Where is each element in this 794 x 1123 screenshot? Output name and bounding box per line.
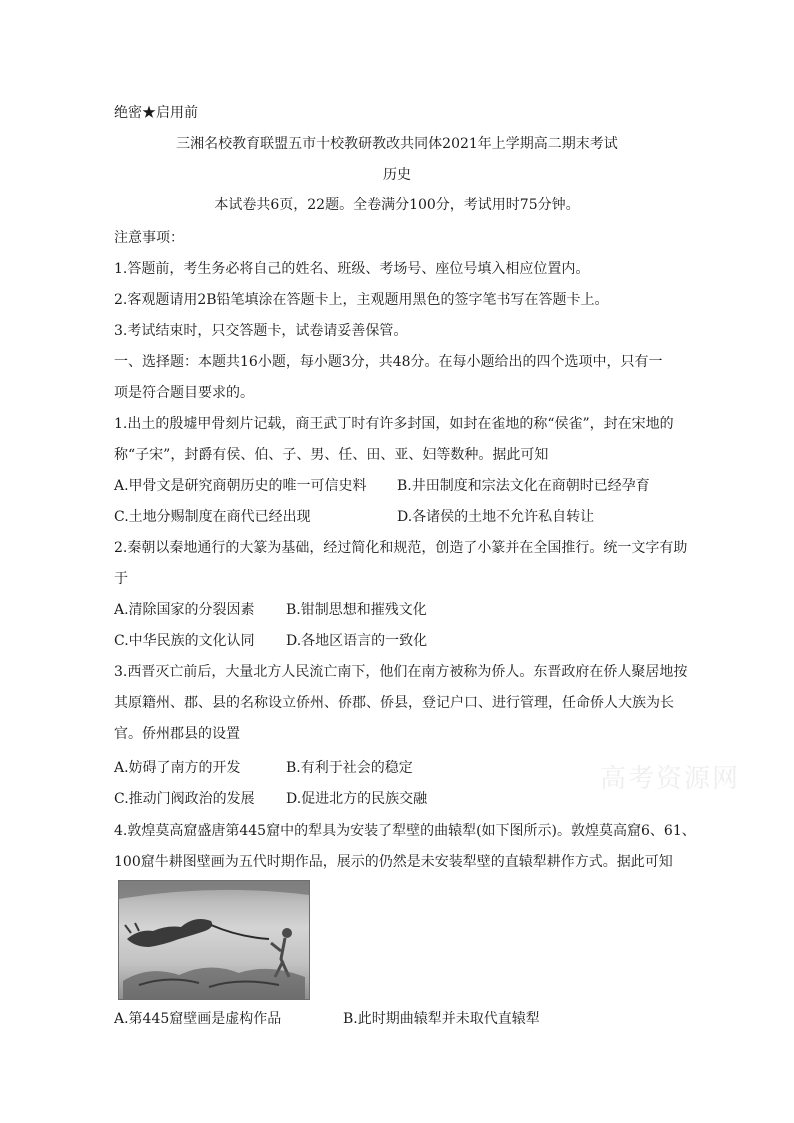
question-3-stem-cont: 其原籍州、郡、县的名称设立侨州、侨郡、侨县，登记户口、进行管理，任命侨人大族为长 bbox=[114, 695, 674, 711]
note-item: 2.客观题请用2B铅笔填涂在答题卡上，主观题用黑色的签字笔书写在答题卡上。 bbox=[114, 292, 609, 308]
exam-title: 三湘名校教育联盟五市十校教研教改共同体2021年上学期高二期末考试 bbox=[176, 136, 618, 152]
question-4-option-b: B.此时期曲辕犁并未取代直辕犁 bbox=[343, 1011, 540, 1027]
mural-figure-drawing bbox=[119, 881, 309, 999]
question-1-option-c: C.土地分赐制度在商代已经出现 bbox=[114, 509, 311, 525]
question-4-stem-cont: 100窟牛耕图壁画为五代时期作品，展示的仍然是未安装犁壁的直辕犁耕作方式。据此可知 bbox=[114, 854, 673, 870]
question-3-stem-cont: 官。侨州郡县的设置 bbox=[114, 726, 240, 742]
question-2-option-a: A.清除国家的分裂因素 bbox=[114, 602, 255, 618]
section-heading-cont: 项是符合题目要求的。 bbox=[114, 385, 254, 401]
question-1-option-d: D.各诸侯的土地不允许私自转让 bbox=[397, 509, 595, 525]
subject-title: 历史 bbox=[383, 167, 411, 183]
question-2-stem: 2.秦朝以秦地通行的大篆为基础，经过简化和规范，创造了小篆并在全国推行。统一文字有助 bbox=[114, 540, 688, 556]
question-2-option-d: D.各地区语言的一致化 bbox=[286, 633, 428, 649]
question-2-option-c: C.中华民族的文化认同 bbox=[114, 633, 255, 649]
question-3-option-a: A.妨碍了南方的开发 bbox=[114, 760, 241, 776]
notes-heading: 注意事项： bbox=[114, 230, 184, 246]
question-3-option-b: B.有利于社会的稳定 bbox=[286, 760, 413, 776]
question-1-option-a: A.甲骨文是研究商朝历史的唯一可信史料 bbox=[114, 478, 367, 494]
question-4-option-a: A.第445窟壁画是虚构作品 bbox=[114, 1011, 282, 1027]
note-item: 1.答题前，考生务必将自己的姓名、班级、考场号、座位号填入相应位置内。 bbox=[114, 261, 590, 277]
question-2-stem-cont: 于 bbox=[114, 571, 128, 587]
question-4-stem: 4.敦煌莫高窟盛唐第445窟中的犁具为安装了犁壁的曲辕犁(如下图所示)。敦煌莫高窟6、61、 bbox=[114, 823, 696, 839]
question-2-option-b: B.钳制思想和摧残文化 bbox=[286, 602, 427, 618]
note-item: 3.考试结束时，只交答题卡，试卷请妥善保管。 bbox=[114, 323, 408, 339]
mural-figure bbox=[118, 880, 310, 1000]
question-3-option-c: C.推动门阀政治的发展 bbox=[114, 791, 255, 807]
question-3-stem: 3.西晋灭亡前后，大量北方人民流亡南下，他们在南方被称为侨人。东晋政府在侨人聚居地按 bbox=[114, 664, 688, 680]
question-1-stem-cont: 称“子宋”，封爵有侯、伯、子、男、任、田、亚、妇等数种。据此可知 bbox=[114, 447, 549, 463]
confidential-mark: 绝密★启用前 bbox=[114, 105, 198, 121]
question-1-option-b: B.井田制度和宗法文化在商朝时已经孕育 bbox=[397, 478, 650, 494]
section-heading: 一、选择题：本题共16小题，每小题3分，共48分。在每小题给出的四个选项中，只有一 bbox=[114, 354, 663, 370]
watermark: 高考资源网 bbox=[600, 764, 741, 794]
question-3-option-d: D.促进北方的民族交融 bbox=[286, 791, 428, 807]
question-1-stem: 1.出土的殷墟甲骨刻片记载，商王武丁时有许多封国，如封在雀地的称“侯雀”，封在宋地的 bbox=[114, 416, 674, 432]
exam-info: 本试卷共6页，22题。全卷满分100分，考试用时75分钟。 bbox=[214, 197, 580, 213]
